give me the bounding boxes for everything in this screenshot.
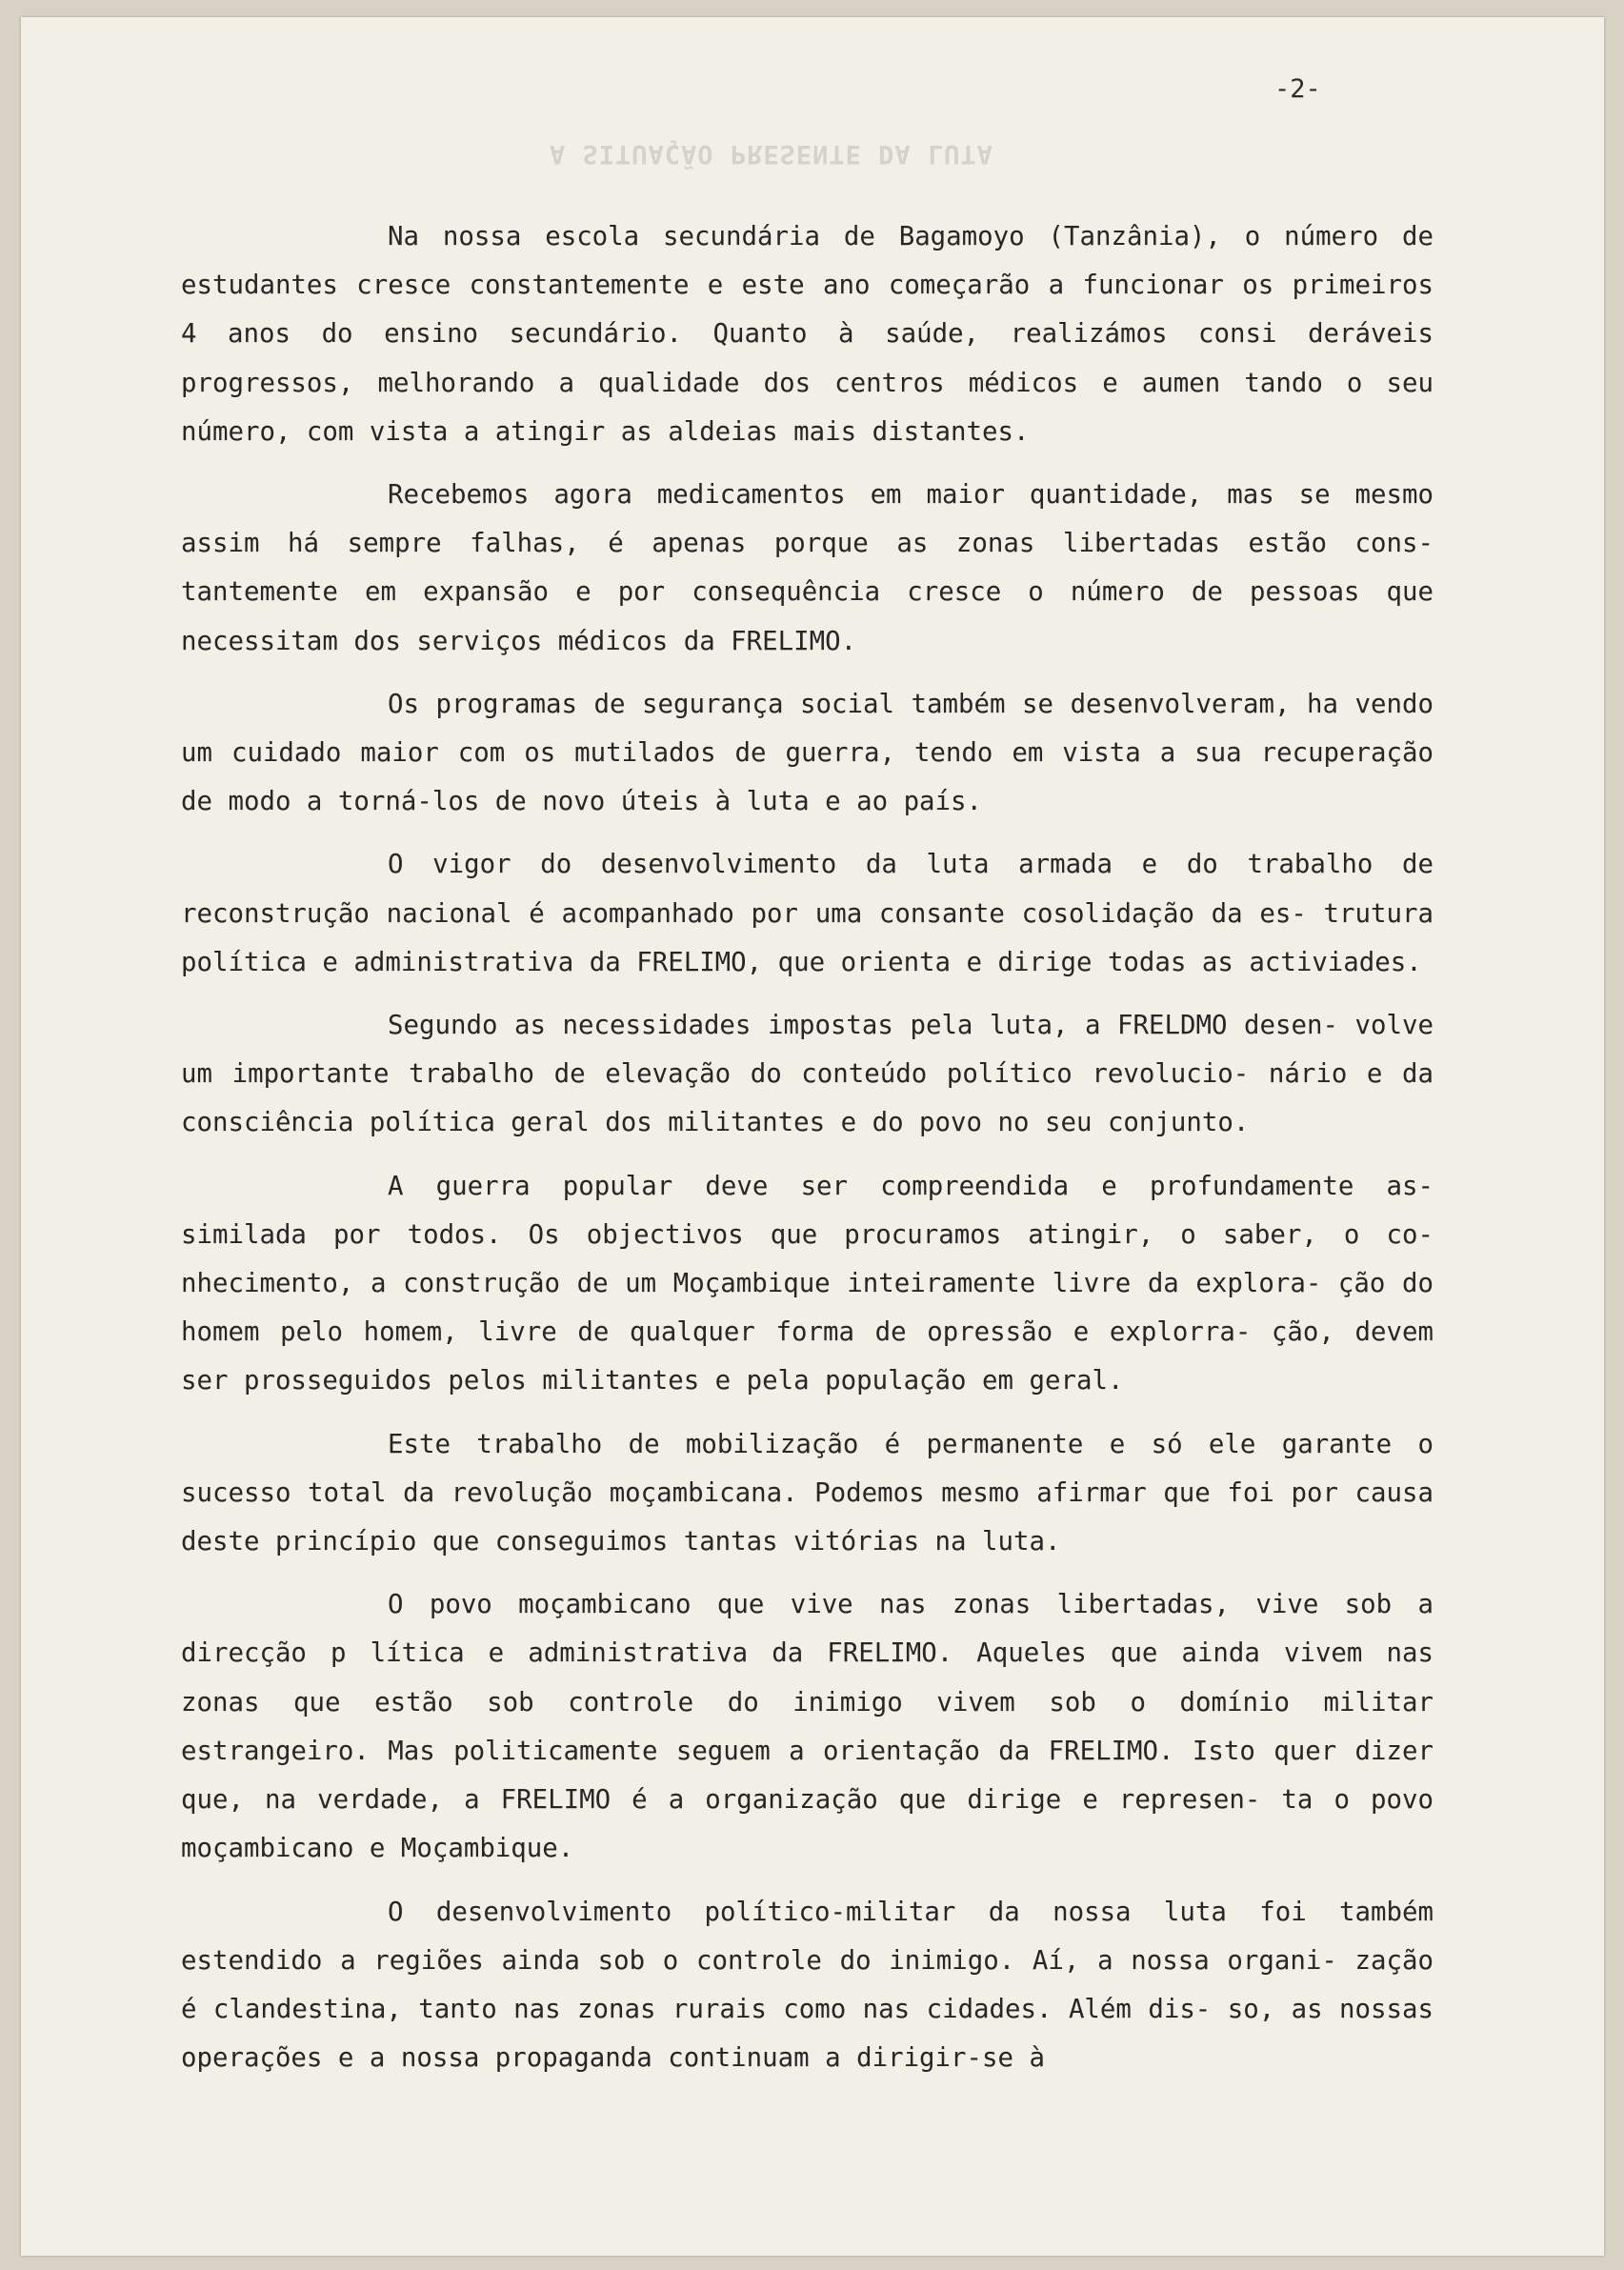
paragraph: Os programas de segurança social também se desenvolveram, ha vendo um cuidado maior com os mutilados de guerra, tendo em vista a sua recuperação de modo a torná-los de novo úteis à luta e ao país. bbox=[181, 689, 1434, 817]
paragraph: O vigor do desenvolvimento da luta armada e do trabalho de reconstrução nacional é acompanhado por uma consante cosolidação da es- trutura política e administrativa da FRELIMO, que orienta e dirige todas as activiades. bbox=[181, 850, 1434, 977]
paragraph: Este trabalho de mobilização é permanente e só ele garante o sucesso total da revolução moçambicana. Podemos mesmo afirmar que foi por causa deste princípio que conseguimos tantas vitórias na luta. bbox=[181, 1429, 1434, 1557]
page-number: -2- bbox=[1274, 74, 1321, 104]
paragraph: Segundo as necessidades impostas pela luta, a FRELDMO desen- volve um importante trabalho de elevação do conteúdo político revolucio- nário e da consciência política geral dos militantes e do povo no seu conjunto. bbox=[181, 1011, 1434, 1138]
document-page bbox=[21, 17, 1604, 2256]
paragraph: O desenvolvimento político-militar da nossa luta foi também estendido a regiões ainda sob o controle do inimigo. Aí, a nossa organi- zação é clandestina, tanto nas zonas rurais como nas cidades. Além dis- so, as nossas operações e a nossa propaganda continuam a dirigir-se à bbox=[181, 1897, 1434, 2074]
body-text bbox=[181, 212, 1434, 2082]
paragraph: Recebemos agora medicamentos em maior quantidade, mas se mesmo assim há sempre falhas, é apenas porque as zonas libertadas estão cons- tantemente em expansão e por consequência cresce o número de pessoas que necessitam dos serviços médicos da FRELIMO. bbox=[181, 480, 1434, 656]
bleed-through-heading: A SITUAÇÃO PRESENTE DA LUTA bbox=[550, 139, 993, 169]
paragraph: A guerra popular deve ser compreendida e profundamente as- similada por todos. Os objectivos que procuramos atingir, o saber, o co- nhecimento, a construção de um Moçambique inteiramente livre da explora- ção do homem pelo homem, livre de qualquer forma de opressão e explorra- ção, devem ser prosseguidos pelos militantes e pela população em geral. bbox=[181, 1171, 1434, 1396]
paragraph: O povo moçambicano que vive nas zonas libertadas, vive sob a direcção p lítica e administrativa da FRELIMO. Aqueles que ainda vivem nas zonas que estão sob controle do inimigo vivem sob o domínio militar estrangeiro. Mas politicamente seguem a orientação da FRELIMO. Isto quer dizer que, na verdade, a FRELIMO é a organização que dirige e represen- ta o povo moçambicano e Moçambique. bbox=[181, 1590, 1434, 1864]
paragraph: Na nossa escola secundária de Bagamoyo (Tanzânia), o número de estudantes cresce constantemente e este ano começarão a funcionar os primeiros 4 anos do ensino secundário. Quanto à saúde, realizámos consi deráveis progressos, melhorando a qualidade dos centros médicos e aumen tando o seu número, com vista a atingir as aldeias mais distantes. bbox=[181, 222, 1434, 447]
